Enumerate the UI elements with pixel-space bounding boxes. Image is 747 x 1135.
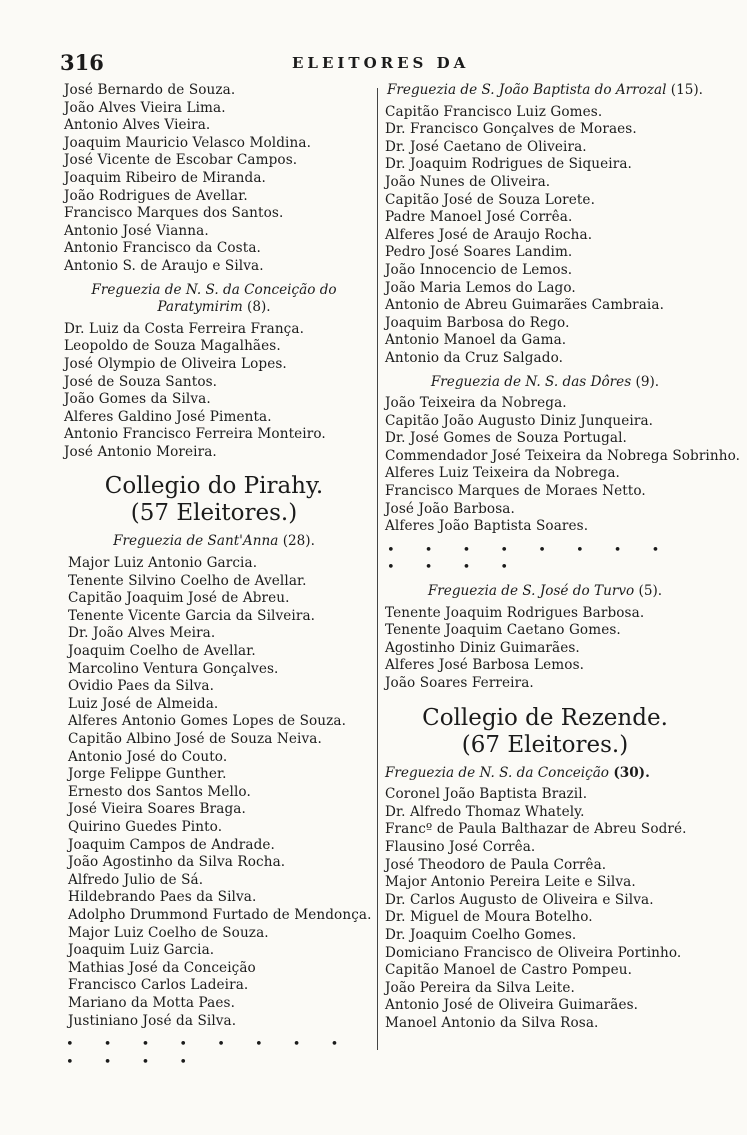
arrozal-names-list — [385, 104, 705, 368]
column-divider — [377, 88, 378, 1050]
elector-name: Francisco Carlos Ladeira. — [68, 977, 249, 994]
elector-name: Dr. José Gomes de Souza Portugal. — [385, 430, 627, 447]
elector-name: Leopoldo de Souza Magalhães. — [64, 338, 281, 355]
elector-name: Padre Manoel José Corrêa. — [385, 209, 573, 226]
elector-name: João Innocencio de Lemos. — [385, 261, 573, 278]
elector-name: José João Barbosa. — [385, 500, 515, 517]
elector-name: Mathias José da Conceição — [68, 959, 256, 976]
elector-name: Tenente Silvino Coelho de Avellar. — [68, 572, 307, 589]
elector-name: Tenente Vicente Garcia da Silveira. — [68, 607, 316, 624]
elector-name: Antonio de Abreu Guimarães Cambraia. — [385, 297, 665, 314]
elector-name: Francisco Marques de Moraes Netto. — [385, 483, 646, 500]
elector-name: Joaquim Barbosa do Rego. — [385, 314, 570, 331]
elector-name: José Theodoro de Paula Corrêa. — [385, 856, 607, 873]
section-heading-conceicao — [385, 765, 705, 783]
elector-name: Francisco Marques dos Santos. — [64, 205, 284, 222]
elector-name: Joaquim Coelho de Avellar. — [68, 643, 256, 660]
santanna-names-list — [68, 555, 372, 1030]
section-heading-text: Freguezia de Sant'Anna — [113, 533, 279, 550]
collegio-rezende-heading — [385, 705, 705, 759]
page-header — [60, 50, 700, 78]
elector-name: Antonio Francisco Ferreira Monteiro. — [64, 426, 326, 443]
elector-name: João Rodrigues de Avellar. — [64, 187, 248, 204]
elector-name: Jorge Felippe Gunther. — [68, 766, 227, 783]
collegio-title: Collegio do Pirahy. — [104, 473, 324, 500]
elector-name: João Pereira da Silva Leite. — [385, 979, 575, 996]
elector-name: Dr. Joaquim Rodrigues de Siqueira. — [385, 156, 632, 173]
section-heading-santanna — [64, 533, 364, 551]
elector-name: Flausino José Corrêa. — [385, 838, 536, 855]
elector-name: Joaquim Ribeiro de Miranda. — [64, 169, 266, 186]
elector-name: Dr. João Alves Meira. — [68, 625, 216, 642]
elector-name: Alferes José de Araujo Rocha. — [385, 226, 593, 243]
elector-name: João Teixeira da Nobrega. — [385, 395, 567, 412]
elector-name: Manoel Antonio da Silva Rosa. — [385, 1014, 599, 1031]
elector-name: Dr. Francisco Gonçalves de Moraes. — [385, 121, 637, 138]
section-count: (5). — [638, 583, 663, 600]
conceicao-names-list — [385, 786, 705, 1032]
elector-name: Dr. Alfredo Thomaz Whately. — [385, 803, 585, 820]
section-heading-text: Freguezia de N. S. da Conceição — [385, 764, 609, 781]
elector-name: Capitão Manoel de Castro Pompeu. — [385, 962, 633, 979]
elector-name: José Vieira Soares Braga. — [68, 801, 246, 818]
elector-name: Major Luiz Coelho de Souza. — [68, 924, 269, 941]
elector-name: Coronel João Baptista Brazil. — [385, 786, 588, 803]
elector-name: Alferes Galdino José Pimenta. — [64, 408, 272, 425]
elector-name: Commendador José Teixeira da Nobrega Sobrinho. — [385, 447, 741, 464]
elector-name: João Agostinho da Silva Rocha. — [68, 854, 286, 871]
elector-name: Antonio Manoel da Gama. — [385, 332, 567, 349]
elector-name: Alferes João Baptista Soares. — [385, 518, 589, 535]
elector-name: Hildebrando Paes da Silva. — [68, 889, 257, 906]
collegio-title: Collegio de Rezende. — [422, 704, 668, 731]
elector-name: José Antonio Moreira. — [64, 443, 217, 460]
elector-name: Dr. Joaquim Coelho Gomes. — [385, 926, 577, 943]
dores-names-list — [385, 395, 741, 536]
elector-name: Dr. Luiz da Costa Ferreira França. — [64, 320, 305, 337]
section-heading-text: Freguezia de N. S. da Conceição do Paratymirim — [91, 281, 337, 316]
section-heading-arrozal — [385, 82, 705, 100]
elector-name: Major Luiz Antonio Garcia. — [68, 555, 258, 572]
elector-name: Major Antonio Pereira Leite e Silva. — [385, 874, 636, 891]
elector-name: Tenente Joaquim Caetano Gomes. — [385, 622, 621, 639]
elector-name: José Bernardo de Souza. — [64, 82, 236, 98]
elector-name: Dr. José Caetano de Oliveira. — [385, 138, 587, 155]
elector-name: Capitão Joaquim José de Abreu. — [68, 590, 290, 607]
elector-name: Luiz José de Almeida. — [68, 695, 219, 712]
top-names-list — [64, 82, 364, 276]
section-heading-paratymirim — [64, 282, 364, 317]
page-number: 316 — [60, 50, 104, 75]
elector-name: Joaquim Mauricio Velasco Moldina. — [64, 134, 311, 151]
section-count: (30). — [613, 764, 650, 781]
elector-name: João Maria Lemos do Lago. — [385, 279, 576, 296]
elector-name: Justiniano José da Silva. — [68, 1012, 237, 1029]
elector-name: Antonio Alves Vieira. — [64, 117, 211, 134]
section-heading-dores — [385, 374, 705, 392]
turvo-names-list — [385, 605, 705, 693]
elector-name: Alferes Antonio Gomes Lopes de Souza. — [68, 713, 347, 730]
elector-name: Joaquim Luiz Garcia. — [68, 942, 215, 959]
paratymirim-names-list — [64, 321, 364, 462]
elector-name: Antonio da Cruz Salgado. — [385, 349, 564, 366]
elector-name: Domiciano Francisco de Oliveira Portinho. — [385, 944, 682, 961]
elector-name: Antonio S. de Araujo e Silva. — [64, 257, 264, 274]
left-column — [64, 82, 372, 1075]
section-heading-text: Freguezia de S. José do Turvo — [427, 583, 635, 600]
collegio-pirahy-heading — [64, 473, 364, 527]
elector-name: Dr. Carlos Augusto de Oliveira e Silva. — [385, 891, 654, 908]
elector-name: Agostinho Diniz Guimarães. — [385, 639, 580, 656]
elector-name: Capitão Albino José de Souza Neiva. — [68, 731, 322, 747]
elector-name: Tenente Joaquim Rodrigues Barbosa. — [385, 604, 645, 621]
elector-name: Alferes Luiz Teixeira da Nobrega. — [385, 465, 620, 482]
section-heading-turvo — [385, 583, 705, 601]
running-title: ELEITORES DA — [292, 54, 470, 72]
elector-name: Antonio José Vianna. — [64, 222, 209, 239]
elector-name: Francº de Paula Balthazar de Abreu Sodré. — [385, 821, 687, 838]
elector-name: Capitão José de Souza Lorete. — [385, 191, 595, 208]
section-count: (8). — [247, 299, 271, 316]
elector-name: João Gomes da Silva. — [64, 391, 211, 408]
elector-name: José de Souza Santos. — [64, 373, 218, 390]
section-heading-text: Freguezia de S. João Baptista do Arrozal — [386, 82, 667, 98]
elector-name: João Alves Vieira Lima. — [64, 99, 226, 116]
elector-name: Ovidio Paes da Silva. — [68, 678, 215, 695]
section-heading-text: Freguezia de N. S. das Dôres — [430, 373, 632, 390]
elector-name: Mariano da Motta Paes. — [68, 994, 235, 1011]
elector-name: Pedro José Soares Landim. — [385, 244, 573, 261]
elector-name: José Olympio de Oliveira Lopes. — [64, 355, 287, 372]
elector-name: João Nunes de Oliveira. — [385, 173, 551, 190]
elector-name: Capitão Francisco Luiz Gomes. — [385, 103, 603, 120]
elector-name: Joaquim Campos de Andrade. — [68, 836, 275, 853]
elector-name: Antonio José de Oliveira Guimarães. — [385, 997, 639, 1014]
elector-name: Capitão João Augusto Diniz Junqueira. — [385, 412, 654, 429]
section-count: (15). — [670, 82, 704, 98]
elector-name: Adolpho Drummond Furtado de Mendonça. — [68, 906, 372, 923]
ellipsis-dots: • • • • • • • • • • • • — [66, 1037, 352, 1070]
elector-name: Alferes José Barbosa Lemos. — [385, 657, 585, 674]
elector-name: João Soares Ferreira. — [385, 675, 534, 691]
elector-name: Dr. Miguel de Moura Botelho. — [385, 909, 593, 926]
elector-name: Antonio Francisco da Costa. — [64, 240, 261, 257]
elector-name: Marcolino Ventura Gonçalves. — [68, 660, 279, 677]
elector-name: Ernesto dos Santos Mello. — [68, 783, 251, 800]
elector-name: Antonio José do Couto. — [68, 748, 228, 765]
ellipsis-dots: • • • • • • • • • • • • — [387, 542, 673, 576]
elector-name: José Vicente de Escobar Campos. — [64, 152, 298, 169]
elector-name: Alfredo Julio de Sá. — [68, 871, 204, 888]
elector-name: Quirino Guedes Pinto. — [68, 818, 223, 835]
right-column — [385, 82, 741, 1033]
collegio-subtitle: (67 Eleitores.) — [461, 731, 629, 758]
section-count: (28). — [282, 533, 315, 550]
collegio-subtitle: (57 Eleitores.) — [130, 500, 298, 527]
section-count: (9). — [635, 373, 660, 390]
